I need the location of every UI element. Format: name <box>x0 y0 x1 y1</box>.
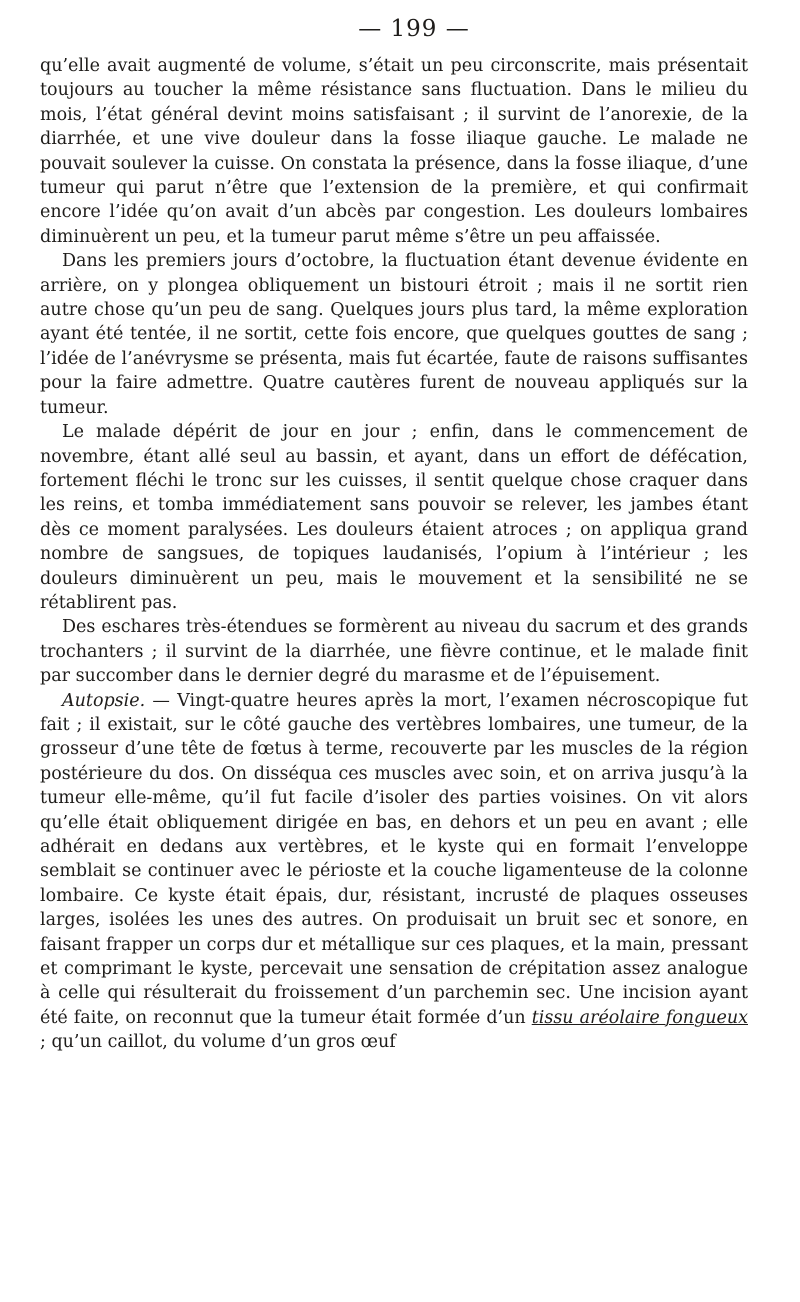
autopsy-heading: Autopsie. <box>62 690 146 711</box>
page-number: — 199 — <box>358 16 470 42</box>
paragraph-5-emphasis: tissu aréolaire fongueux <box>531 1007 748 1028</box>
paragraph-5 <box>40 689 748 1055</box>
paragraph-5-text-b: ; qu’un caillot, du volume d’un gros œuf <box>40 1032 396 1053</box>
paragraph-5-text-a: — Vingt-quatre heures après la mort, l’examen nécroscopique fut fait ; il existait, sur le côté gauche des vertèbres lombaires, une tumeur, de la grosseur d’une tête de fœtus à terme, recouverte par les muscles de la région postérieure du dos. On disséqua ces muscles avec soin, et on arriva jusqu’à la tumeur elle-même, qu’il fut facile d’isoler des parties voisines. On vit alors qu’elle était obliquement dirigée en bas, en dehors et un peu en avant ; elle adhérait en dedans aux vertèbres, et le kyste qui en formait l’enveloppe semblait se continuer avec le périoste et la couche ligamenteuse de la colonne lombaire. Ce kyste était épais, dur, résistant, incrusté de plaques osseuses larges, isolées les unes des autres. On produisait un bruit sec et sonore, en faisant frapper un corps dur et métallique sur ces plaques, et la main, pressant et comprimant le kyste, percevait une sensation de crépitation assez analogue à celle qui résulterait du froissement d’un parchemin sec. Une incision ayant été faite, on reconnut que la tumeur était formée d’un <box>40 690 748 1028</box>
page-body <box>40 54 748 1055</box>
paragraph-4: Des eschares très-étendues se formèrent au niveau du sacrum et des grands trochanters ; il survint de la diarrhée, une fièvre continue, et le malade finit par succomber dans le dernier degré du marasme et de l’épuisement. <box>40 617 748 687</box>
book-page <box>40 10 748 1290</box>
paragraph-3: Le malade dépérit de jour en jour ; enfin, dans le commencement de novembre, étant allé seul au bassin, et ayant, dans un effort de défécation, fortement fléchi le tronc sur les cuisses, il sentit quelque chose craquer dans les reins, et tomba immédiatement sans pouvoir se relever, les jambes étant dès ce moment paralysées. Les douleurs étaient atroces ; on appliqua grand nombre de sangsues, de topiques laudanisés, l’opium à l’intérieur ; les douleurs diminuèrent un peu, mais le mouvement et la sensibilité ne se rétablirent pas. <box>40 422 748 613</box>
paragraph-1: qu’elle avait augmenté de volume, s’était un peu circonscrite, mais présentait toujours au toucher la même résistance sans fluctuation. Dans le milieu du mois, l’état général devint moins satisfaisant ; il survint de l’anorexie, de la diarrhée, et une vive douleur dans la fosse iliaque gauche. Le malade ne pouvait soulever la cuisse. On constata la présence, dans la fosse iliaque, d’une tumeur qui parut n’être que l’extension de la première, et qui confirmait encore l’idée qu’on avait d’un abcès par congestion. Les douleurs lombaires diminuèrent un peu, et la tumeur parut même s’être un peu affaissée. <box>40 56 748 247</box>
paragraph-2: Dans les premiers jours d’octobre, la fluctuation étant devenue évidente en arrière, on y plongea obliquement un bistouri étroit ; mais il ne sortit rien autre chose qu’un peu de sang. Quelques jours plus tard, la même exploration ayant été tentée, il ne sortit, cette fois encore, que quelques gouttes de sang ; l’idée de l’anévrysme se présenta, mais fut écartée, faute de raisons suffisantes pour la faire admettre. Quatre cautères furent de nouveau appliqués sur la tumeur. <box>40 251 748 418</box>
